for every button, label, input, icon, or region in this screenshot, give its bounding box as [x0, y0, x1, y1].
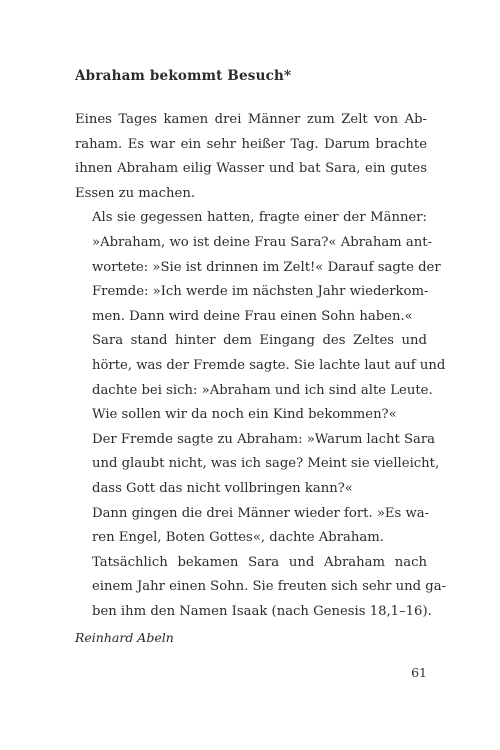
text-line: dass Gott das nicht vollbringen kann?« — [92, 480, 353, 496]
text-line: einem Jahr einen Sohn. Sie freuten sich sehr und ga- — [92, 579, 447, 595]
text-line: Essen zu machen. — [75, 185, 196, 201]
text-line: ihnen Abraham eilig Wasser und bat Sara, ein gutes — [75, 161, 427, 177]
text-line: Eines Tages kamen drei Männer zum Zelt von Ab- — [75, 112, 427, 127]
paragraph-2 — [75, 206, 441, 329]
text-line: Als sie gegessen hatten, fragte einer der Männer: — [92, 210, 427, 226]
text-line: hörte, was der Fremde sagte. Sie lachte laut auf und — [92, 357, 446, 373]
text-line: Dann gingen die drei Männer wieder fort. »Es wa- — [92, 505, 430, 521]
text-line: »Abraham, wo ist deine Frau Sara?« Abraham ant- — [92, 234, 432, 250]
paragraph-4 — [75, 428, 440, 502]
author-name: Reinhard Abeln — [75, 630, 174, 646]
text-line: ren Engel, Boten Gottes«, dachte Abraham. — [92, 530, 384, 546]
paragraph-1 — [75, 108, 427, 206]
text-line: und glaubt nicht, was ich sage? Meint sie vielleicht, — [92, 456, 440, 472]
text-line: Sara stand hinter dem Eingang des Zeltes und — [92, 333, 427, 349]
paragraph-6 — [75, 551, 447, 625]
text-line: raham. Es war ein sehr heißer Tag. Darum brachte — [75, 136, 427, 152]
text-line: Tatsächlich bekamen Sara und Abraham nach — [92, 554, 427, 570]
text-line: men. Dann wird deine Frau einen Sohn haben.« — [92, 308, 413, 324]
text-line: Wie sollen wir da noch ein Kind bekommen?« — [92, 407, 397, 423]
text-line: wortete: »Sie ist drinnen im Zelt!« Darauf sagte der — [92, 259, 441, 275]
paragraph-5 — [75, 502, 430, 551]
text-line: Fremde: »Ich werde im nächsten Jahr wiederkom- — [92, 284, 429, 300]
text-line: ben ihm den Namen Isaak (nach Genesis 18,1–16). — [92, 603, 432, 619]
page-body — [75, 66, 447, 648]
paragraph-3 — [75, 329, 446, 427]
story-title: Abraham bekommt Besuch* — [75, 68, 292, 84]
text-line: dachte bei sich: »Abraham und ich sind alte Leute. — [92, 382, 433, 398]
text-line: Der Fremde sagte zu Abraham: »Warum lacht Sara — [92, 431, 436, 447]
page-number: 61 — [411, 665, 427, 680]
